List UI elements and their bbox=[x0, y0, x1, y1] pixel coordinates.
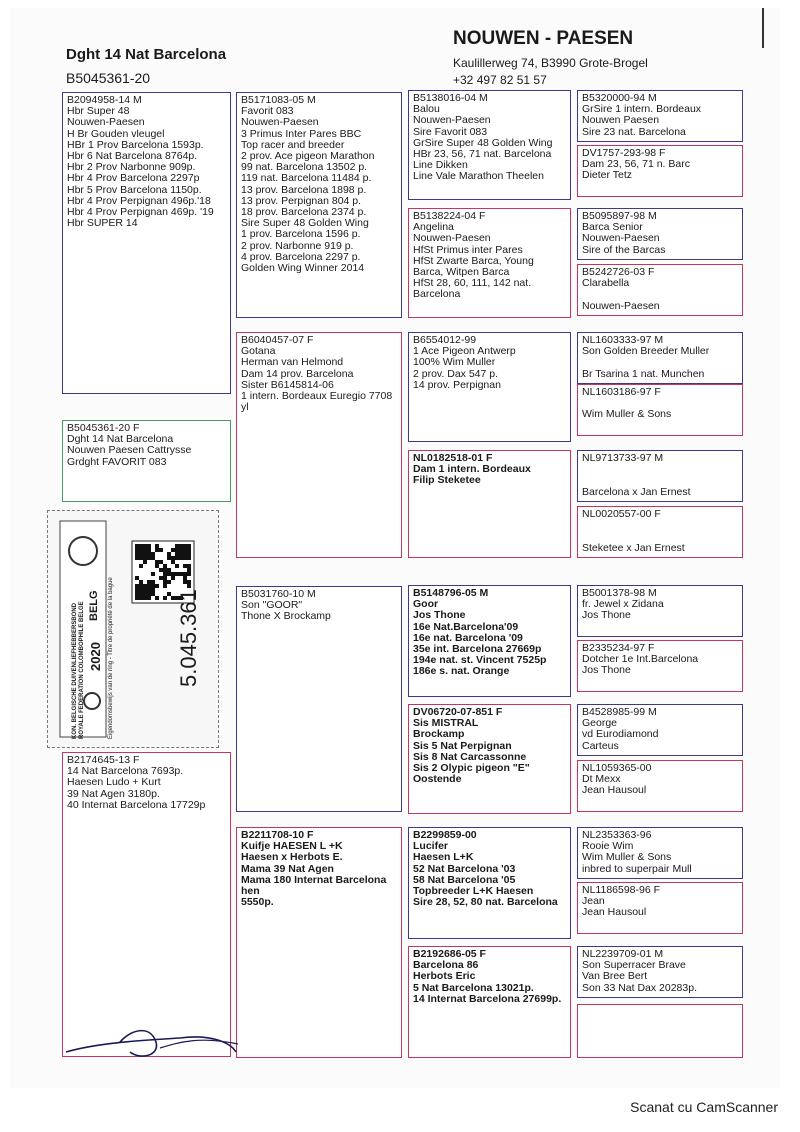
pedigree-line: 99 nat. Barcelona 13502 p. bbox=[241, 161, 368, 174]
gen4-box bbox=[577, 145, 743, 197]
pedigree-line: Barca Senior bbox=[582, 221, 643, 234]
ring-id: B6040457-07 F bbox=[241, 334, 314, 346]
ring-id: B2094958-14 M bbox=[67, 94, 142, 106]
ring-id: B2335234-97 F bbox=[582, 642, 655, 654]
pedigree-line bbox=[582, 475, 739, 486]
dd-box bbox=[236, 827, 402, 1058]
gen4-box bbox=[577, 450, 743, 502]
ring-id: B5242726-03 F bbox=[582, 266, 655, 278]
corner-mark bbox=[762, 8, 764, 48]
pedigree-line: Nouwen-Paesen bbox=[582, 299, 660, 312]
pedigree-line: Haesen x Herbots E. bbox=[241, 851, 343, 864]
owner-address: Kaulillerweg 74, B3990 Grote-Brogel bbox=[453, 56, 648, 70]
pedigree-line: Oostende bbox=[413, 773, 462, 786]
ss-box bbox=[236, 92, 402, 318]
pedigree-line: Son Golden Breeder Muller bbox=[582, 345, 710, 358]
gen4-box bbox=[577, 640, 743, 692]
gen4-box bbox=[577, 384, 743, 436]
ring-id: B2174645-13 F bbox=[67, 754, 140, 766]
ring-ownership-card bbox=[47, 510, 219, 748]
ddd-box bbox=[408, 946, 571, 1058]
pedigree-line: Angelina bbox=[413, 221, 454, 234]
pedigree-line: Barcelona 86 bbox=[413, 959, 479, 972]
pedigree-line: 5550p. bbox=[241, 896, 274, 909]
pedigree-line: Clarabella bbox=[582, 277, 630, 290]
pedigree-line: 13 prov. Perpignan 804 p. bbox=[241, 194, 362, 207]
ring-id: NL2353363-96 bbox=[582, 829, 652, 841]
pedigree-line: George bbox=[582, 717, 618, 730]
pedigree-line: 2 prov. Ace pigeon Marathon bbox=[241, 150, 375, 163]
dds-box bbox=[408, 827, 571, 939]
ring-id: NL1603333-97 M bbox=[582, 334, 664, 346]
ring-country: BELG bbox=[88, 590, 100, 621]
pedigree-line: Dght 14 Nat Barcelona bbox=[67, 433, 174, 446]
ring-id: NL2239709-01 M bbox=[582, 948, 664, 960]
pedigree-line: 58 Nat Barcelona '05 bbox=[413, 873, 516, 886]
ring-number: 5.045.361 bbox=[176, 589, 201, 687]
owner-name: NOUWEN - PAESEN bbox=[453, 28, 634, 49]
pedigree-line: Goor bbox=[413, 598, 439, 611]
pedigree-line: Haesen Ludo + Kurt bbox=[67, 776, 161, 789]
pedigree-line: inbred to superpair Mull bbox=[582, 862, 692, 875]
pedigree-line: Sis 5 Nat Perpignan bbox=[413, 739, 512, 752]
pedigree-line: Dt Mexx bbox=[582, 773, 621, 786]
pedigree-line: Gotana bbox=[241, 345, 276, 358]
ring-year: 2020 bbox=[88, 642, 103, 671]
ring-id: B5138016-04 M bbox=[413, 92, 488, 104]
pedigree-line: Nouwen Paesen Cattrysse bbox=[67, 444, 192, 457]
pedigree-line: Nouwen-Paesen bbox=[67, 116, 145, 129]
pedigree-line: Sis 2 Olypic pigeon "E" bbox=[413, 762, 530, 775]
pedigree-line: Dotcher 1e Int.Barcelona bbox=[582, 653, 699, 666]
pedigree-line: Nouwen-Paesen bbox=[413, 232, 491, 245]
pedigree-line: Jean bbox=[582, 895, 605, 908]
subject-box bbox=[62, 420, 231, 502]
pedigree-line: 40 Internat Barcelona 17729p bbox=[67, 798, 206, 811]
sdd-box bbox=[408, 450, 571, 558]
pedigree-line: Jos Thone bbox=[413, 609, 466, 622]
pedigree-line: Wim Muller & Sons bbox=[582, 408, 672, 421]
pedigree-line bbox=[582, 357, 739, 368]
ring-id: NL0020557-00 F bbox=[582, 508, 661, 520]
pedigree-line: Haesen L+K bbox=[413, 851, 474, 864]
pedigree-line: GrSire 1 intern. Bordeaux bbox=[582, 103, 702, 116]
ring-id: NL1186598-96 F bbox=[582, 884, 661, 896]
pedigree-line: Line Dikken bbox=[413, 159, 468, 172]
ring-id: B2192686-05 F bbox=[413, 948, 486, 960]
dsd-box bbox=[408, 704, 571, 814]
pedigree-line: HBr 1 Prov Barcelona 1593p. bbox=[67, 138, 204, 151]
pedigree-line: Mama 180 Internat Barcelona hen bbox=[241, 873, 387, 898]
gen4-box bbox=[577, 90, 743, 142]
ownership-text: Eigendomsbewijs van de ring - Titre de propriété de la bague bbox=[108, 577, 114, 739]
gen4-box bbox=[577, 332, 743, 384]
pedigree-line: Balou bbox=[413, 103, 440, 116]
ring-id: NL1603186-97 F bbox=[582, 386, 661, 398]
gen4-box bbox=[577, 827, 743, 879]
pedigree-line: HfSt 28, 60, 111, 142 nat. Barcelona bbox=[413, 277, 532, 301]
pedigree-line: 100% Wim Muller bbox=[413, 356, 496, 369]
pedigree-line: Hbr 5 Prov Barcelona 1150p. bbox=[67, 183, 202, 196]
pedigree-line: Steketee x Jan Ernest bbox=[582, 541, 685, 554]
ring-id: B5001378-98 M bbox=[582, 587, 657, 599]
pedigree-line: Rooie Wim bbox=[582, 840, 634, 853]
pedigree-line: Herbots Eric bbox=[413, 970, 476, 983]
pedigree-line: Hbr SUPER 14 bbox=[67, 217, 138, 230]
sire-box bbox=[62, 92, 231, 394]
ring-id: NL1059365-00 bbox=[582, 762, 652, 774]
pedigree-line: 16e nat. Barcelona '09 bbox=[413, 631, 523, 644]
pedigree-line: Topbreeder L+K Haesen bbox=[413, 885, 534, 898]
pedigree-line: 16e Nat.Barcelona'09 bbox=[413, 620, 519, 633]
pedigree-line: Son "GOOR" bbox=[241, 599, 303, 612]
ring-id: NL0182518-01 F bbox=[413, 452, 493, 464]
sds-box bbox=[408, 332, 571, 442]
gen4-box bbox=[577, 506, 743, 558]
pedigree-line: 52 Nat Barcelona '03 bbox=[413, 862, 516, 875]
dss-box bbox=[408, 585, 571, 697]
pedigree-line: Jos Thone bbox=[582, 609, 631, 622]
pedigree-line bbox=[582, 464, 739, 475]
ring-id: B5045361-20 F bbox=[67, 422, 140, 434]
org-line-2: ROYALE FEDERATION COLOMBOPHILE BELGE bbox=[79, 601, 85, 739]
left-title: Dght 14 Nat Barcelona bbox=[66, 46, 227, 63]
ring-id: DV06720-07-851 F bbox=[413, 706, 503, 718]
pedigree-line: 5 Nat Barcelona 13021p. bbox=[413, 981, 534, 994]
pedigree-line: Barcelona x Jan Ernest bbox=[582, 485, 691, 498]
ds-box bbox=[236, 586, 402, 812]
pedigree-line: Sis MISTRAL bbox=[413, 717, 479, 730]
pedigree-line: 1 intern. Bordeaux Euregio 7708 yl bbox=[241, 390, 393, 414]
pedigree-line: HfSt Primus inter Pares bbox=[413, 243, 523, 256]
pedigree-line: Nouwen Paesen bbox=[582, 114, 660, 127]
owner-phone: +32 497 82 51 57 bbox=[453, 73, 547, 87]
pedigree-line bbox=[582, 520, 739, 531]
pedigree-line: Dam 1 intern. Bordeaux bbox=[413, 463, 531, 476]
pedigree-line: 14 Nat Barcelona 7693p. bbox=[67, 765, 184, 778]
ssd-box bbox=[408, 208, 571, 318]
pedigree-line: 3 Primus Inter Pares BBC bbox=[241, 127, 362, 140]
pedigree-line: Line Vale Marathon Theelen bbox=[413, 170, 544, 183]
pedigree-line: Grdght FAVORIT 083 bbox=[67, 455, 167, 468]
pedigree-line: Nouwen-Paesen bbox=[413, 114, 491, 127]
org-line-1: KON. BELGISCHE DUIVENLIEFHEBBERSBOND bbox=[72, 602, 78, 739]
pedigree-line: GrSire Super 48 Golden Wing bbox=[413, 136, 553, 149]
pedigree-line: 186e s. nat. Orange bbox=[413, 665, 510, 678]
pedigree-line: H Br Gouden vleugel bbox=[67, 127, 165, 140]
pedigree-line: Thone X Brockamp bbox=[241, 610, 331, 623]
pedigree-line: Sister B6145814-06 bbox=[241, 378, 334, 391]
pedigree-line: Sire Favorit 083 bbox=[413, 125, 488, 138]
pedigree-line: Van Bree Bert bbox=[582, 970, 648, 983]
pedigree-line: 1 prov. Barcelona 1596 p. bbox=[241, 228, 361, 241]
pedigree-line: Filip Steketee bbox=[413, 474, 481, 487]
gen4-box bbox=[577, 264, 743, 316]
ring-id: DV1757-293-98 F bbox=[582, 147, 666, 159]
scanner-footer: Scanat cu CamScanner bbox=[630, 1099, 778, 1115]
ring-id: B5148796-05 M bbox=[413, 587, 489, 599]
pedigree-line: Sire 23 nat. Barcelona bbox=[582, 125, 686, 138]
pedigree-line: Sire 28, 52, 80 nat. Barcelona bbox=[413, 896, 558, 909]
gen4-box bbox=[577, 1004, 743, 1058]
pedigree-line: Favorit 083 bbox=[241, 105, 294, 118]
sss-box bbox=[408, 90, 571, 200]
pedigree-line: Jos Thone bbox=[582, 664, 631, 677]
pedigree-line: Dam 23, 56, 71 n. Barc bbox=[582, 158, 690, 171]
pedigree-line: Golden Wing Winner 2014 bbox=[241, 262, 365, 275]
pedigree-line: Nouwen-Paesen bbox=[241, 116, 319, 129]
pedigree-line: Carteus bbox=[582, 739, 619, 752]
gen4-box bbox=[577, 585, 743, 637]
pedigree-line: Sire Super 48 Golden Wing bbox=[241, 217, 369, 230]
pedigree-line: HfSt Zwarte Barca, Young Barca, Witpen Barca bbox=[413, 254, 534, 279]
pedigree-line: Hbr 6 Nat Barcelona 8764p. bbox=[67, 150, 198, 163]
pedigree-line: Brockamp bbox=[413, 728, 465, 741]
pedigree-line: Hbr 4 Prov Barcelona 2297p bbox=[67, 172, 200, 185]
pedigree-line: Dam 14 prov. Barcelona bbox=[241, 367, 354, 380]
pedigree-line: Br Tsarina 1 nat. Munchen bbox=[582, 367, 705, 380]
ring-id: B5138224-04 F bbox=[413, 210, 486, 222]
pedigree-line: 14 prov. Perpignan bbox=[413, 378, 501, 391]
pedigree-line: 4 prov. Barcelona 2297 p. bbox=[241, 250, 361, 263]
pedigree-line: 39 Nat Agen 3180p. bbox=[67, 787, 160, 800]
ring-id: B5320000-94 M bbox=[582, 92, 657, 104]
pedigree-line: Nouwen-Paesen bbox=[582, 232, 660, 245]
pedigree-line: 119 nat. Barcelona 11484 p. bbox=[241, 172, 372, 185]
pedigree-line: Hbr Super 48 bbox=[67, 105, 130, 118]
ring-id: B4528985-99 M bbox=[582, 706, 657, 718]
pedigree-line: Top racer and breeder bbox=[241, 138, 345, 151]
pedigree-line: Hbr 4 Prov Perpignan 496p.'18 bbox=[67, 194, 211, 207]
pedigree-line: Dieter Tetz bbox=[582, 169, 632, 182]
pedigree-line: Wim Muller & Sons bbox=[582, 851, 672, 864]
pedigree-line: 14 Internat Barcelona 27699p. bbox=[413, 992, 562, 1005]
ring-id: B5171083-05 M bbox=[241, 94, 316, 106]
gen4-box bbox=[577, 946, 743, 998]
pedigree-line: Herman van Helmond bbox=[241, 356, 344, 369]
pedigree-line: Sire of the Barcas bbox=[582, 243, 666, 256]
ring-id: B2211708-10 F bbox=[241, 829, 314, 841]
pedigree-line bbox=[582, 289, 739, 300]
pedigree-line: Son 33 Nat Dax 20283p. bbox=[582, 981, 697, 994]
pedigree-line: 13 prov. Barcelona 1898 p. bbox=[241, 183, 367, 196]
ring-id: B5031760-10 M bbox=[241, 588, 316, 600]
pedigree-line: Lucifer bbox=[413, 840, 449, 853]
pedigree-line bbox=[582, 531, 739, 542]
pedigree-line: Kuifje HAESEN L +K bbox=[241, 840, 343, 853]
pedigree-line: Son Superracer Brave bbox=[582, 959, 686, 972]
ring-id: B5095897-98 M bbox=[582, 210, 657, 222]
pedigree-line: Sis 8 Nat Carcassonne bbox=[413, 750, 527, 763]
pedigree-line: Hbr 4 Prov Perpignan 469p. '19 bbox=[67, 206, 214, 219]
pedigree-line: Jean Hausoul bbox=[582, 906, 647, 919]
gen4-box bbox=[577, 760, 743, 812]
pedigree-line: fr. Jewel x Zidana bbox=[582, 598, 664, 611]
ring-id: NL9713733-97 M bbox=[582, 452, 664, 464]
gen4-box bbox=[577, 704, 743, 756]
gen4-box bbox=[577, 208, 743, 260]
left-ring: B5045361-20 bbox=[66, 70, 151, 86]
pedigree-line: HBr 23, 56, 71 nat. Barcelona bbox=[413, 148, 552, 161]
pedigree-line: 1 Ace Pigeon Antwerp bbox=[413, 345, 516, 358]
pedigree-line: 194e nat. st. Vincent 7525p bbox=[413, 654, 547, 667]
pedigree-line: 35e int. Barcelona 27669p bbox=[413, 643, 542, 656]
ring-id: B2299859-00 bbox=[413, 829, 477, 841]
pedigree-line: 18 prov. Barcelona 2374 p. bbox=[241, 206, 367, 219]
signature bbox=[60, 1012, 260, 1072]
pedigree-line: 2 prov. Narbonne 919 p. bbox=[241, 239, 354, 252]
pedigree-line: vd Eurodiamond bbox=[582, 728, 659, 741]
pedigree-line: Jean Hausoul bbox=[582, 784, 647, 797]
pedigree-line: Mama 39 Nat Agen bbox=[241, 862, 334, 875]
sd-box bbox=[236, 332, 402, 558]
pedigree-line: 2 prov. Dax 547 p. bbox=[413, 367, 499, 380]
gen4-box bbox=[577, 882, 743, 934]
pedigree-line: Hbr 2 Prov Narbonne 909p. bbox=[67, 161, 196, 174]
ring-id: B6554012-99 bbox=[413, 334, 477, 346]
